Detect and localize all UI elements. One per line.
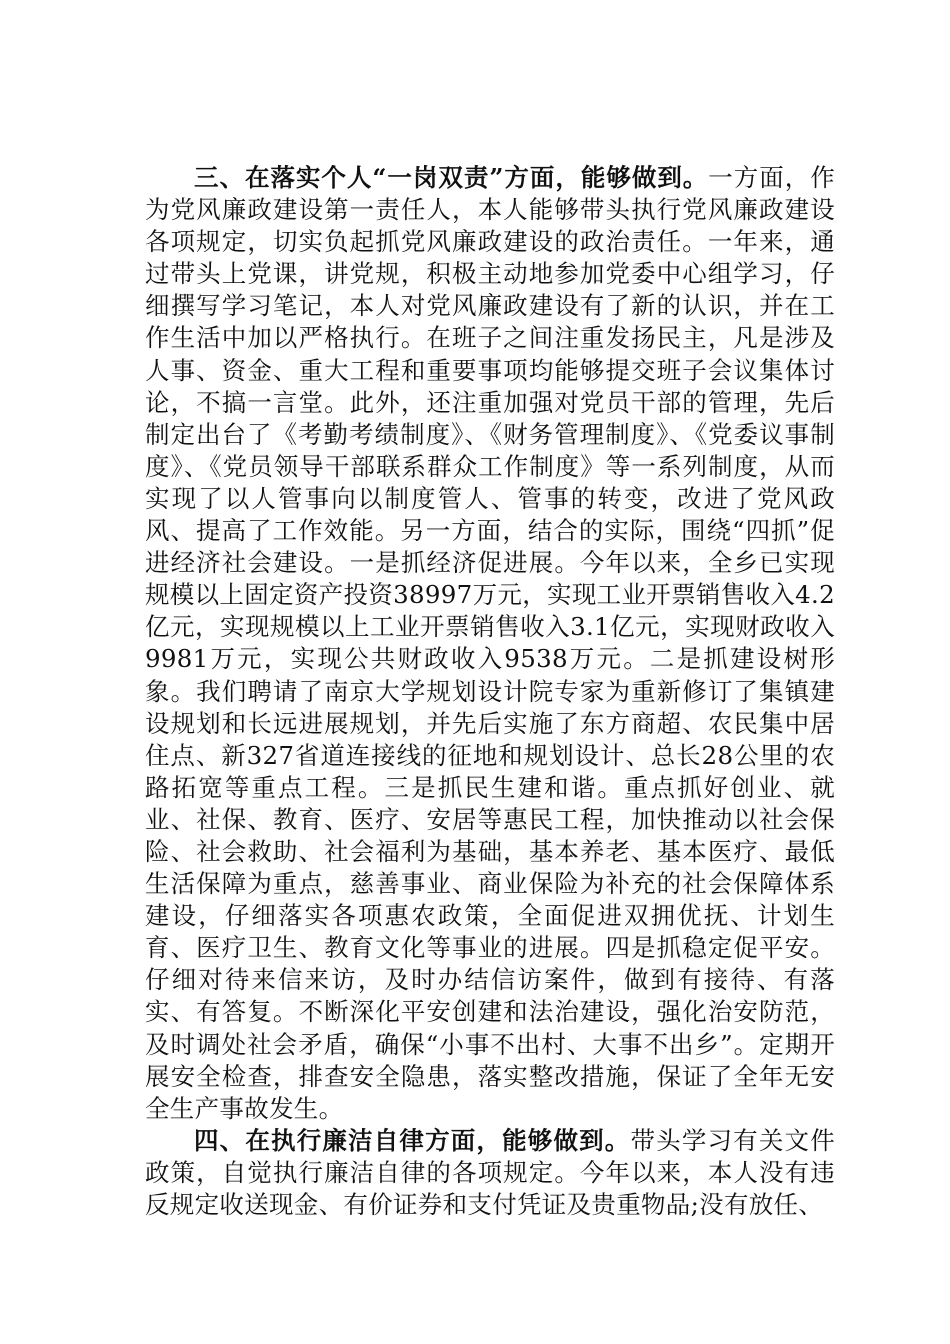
section-4-heading: 四、在执行廉洁自律方面，能够做到。 [194, 1125, 631, 1155]
section-3-text: 一方面，作为党风廉政建设第一责任人，本人能够带头执行党风廉政建设各项规定，切实负起抓党风廉政建设的政治责任。一年来，通过带头上党课，讲党规，积极主动地参加党委中心组学习，仔细撰写学习笔记，本人对党风廉政建设有了新的认识，并在工作生活中加以严格执行。在班子之间注重发扬民主，凡是涉及人事、资金、重大工程和重要事项均能够提交班子会议集体讨论，不搞一言堂。此外，还注重加强对党员干部的管理，先后制定出台了《考勤考绩制度》、《财务管理制度》、《党委议事制度》、《党员领导干部联系群众工作制度》等一系列制度，从而实现了以人管事向以制度管人、管事的转变，改进了党风政风、提高了工作效能。另一方面，结合的实际，围绕“四抓”促进经济社会建设。一是抓经济促进展。今年以来，全乡已实现规模以上固定资产投资38997万元，实现工业开票销售收入4.2亿元，实现规模以上工业开票销售收入3.1亿元，实现财政收入9981万元，实现公共财政收入9538万元。二是抓建设树形象。我们聘请了南京大学规划设计院专家为重新修订了集镇建设规划和长远进展规划，并先后实施了东方商超、农民集中居住点、新327省道连接线的征地和规划设计、总长28公里的农路拓宽等重点工程。三是抓民生建和谐。重点抓好创业、就业、社保、教育、医疗、安居等惠民工程，加快推动以社会保险、社会救助、社会福利为基础，基本养老、基本医疗、最低生活保障为重点，慈善事业、商业保险为补充的社会保障体系建设，仔细落实各项惠农政策，全面促进双拥优抚、计划生育、医疗卫生、教育文化等事业的进展。四是抓稳定促平安。仔细对待来信来访，及时办结信访案件，做到有接待、有落实、有答复。不断深化平安创建和法治建设，强化治安防范，及时调处社会矛盾，确保“小事不出村、大事不出乡”。定期开展安全检查，排查安全隐患，落实整改措施，保证了全年无安全生产事故发生。 [145, 163, 836, 1123]
document-body [145, 162, 835, 1221]
section-4-text: 带头学习有关文件政策，自觉执行廉洁自律的各项规定。今年以来，本人没有违反规定收送现金、有价证券和支付凭证及贵重物品;没有放任、 [145, 1125, 835, 1219]
section-3-heading: 三、在落实个人“一岗双责”方面，能够做到。 [194, 163, 709, 192]
paragraph-section-3 [145, 162, 835, 1125]
paragraph-section-4 [145, 1125, 835, 1221]
